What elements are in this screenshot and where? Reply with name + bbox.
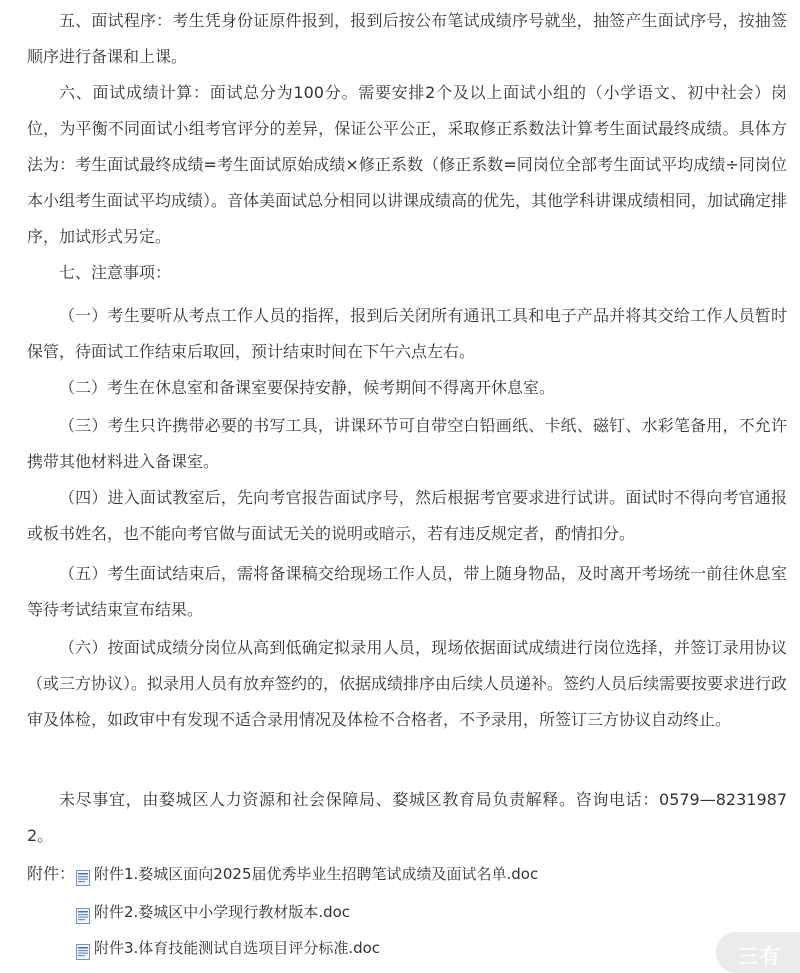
word-doc-icon xyxy=(76,869,90,885)
paragraph-note-5: （五）考生面试结束后，需将备课稿交给现场工作人员，带上随身物品，及时离开考场统一前往休息室等待考试结束宣布结果。 xyxy=(27,564,787,619)
paragraph-note-6: （六）按面试成绩分岗位从高到低确定拟录用人员，现场依据面试成绩进行岗位选择，并签订录用协议（或三方协议）。拟录用人员有放弃签约的，依据成绩排序由后续人员递补。签约人员后续需要按要求进行政审及体检，如政审中有发现不适合录用情况及体检不合格者，不予录用，所签订三方协议自动终止。 xyxy=(27,638,788,729)
watermark-text: 三有 xyxy=(738,944,782,968)
paragraph-note-4: （四）进入面试教室后，先向考官报告面试序号，然后根据考官要求进行试讲。面试时不得向考官通报或板书姓名，也不能向考官做与面试无关的说明或暗示，若有违反规定者，酌情扣分。 xyxy=(27,488,787,543)
attachment-link-1[interactable] xyxy=(76,862,538,886)
attachments-label: 附件： xyxy=(27,864,76,883)
paragraph-note-1: （一）考生要听从考点工作人员的指挥，报到后关闭所有通讯工具和电子产品并将其交给工作人员暂时保管，待面试工作结束后取回，预计结束时间在下午六点左右。 xyxy=(27,306,787,361)
paragraph-interview-procedure: 五、面试程序：考生凭身份证原件报到，报到后按公布笔试成绩序号就坐，抽签产生面试序号，按抽签顺序进行备课和上课。 xyxy=(27,11,787,66)
paragraph-notes-heading: 七、注意事项： xyxy=(59,263,172,282)
word-doc-icon xyxy=(76,907,90,923)
paragraph-note-2: （二）考生在休息室和备课室要保持安静，候考期间不得离开休息室。 xyxy=(59,378,556,397)
attachment-label-2: 附件2.婺城区中小学现行教材版本.doc xyxy=(94,903,351,921)
watermark-badge xyxy=(716,932,800,973)
paragraph-contact: 未尽事宜，由婺城区人力资源和社会保障局、婺城区教育局负责解释。咨询电话：0579—82319872。 xyxy=(27,790,787,845)
paragraph-note-3: （三）考生只许携带必要的书写工具，讲课环节可自带空白铅画纸、卡纸、磁钉、水彩笔备用，不允许携带其他材料进入备课室。 xyxy=(27,416,787,471)
attachment-link-2[interactable] xyxy=(76,900,350,924)
attachment-link-3[interactable] xyxy=(76,936,380,960)
attachment-label-3: 附件3.体育技能测试自选项目评分标准.doc xyxy=(94,939,381,957)
word-doc-icon xyxy=(76,943,90,959)
paragraph-score-calculation: 六、面试成绩计算：面试总分为100分。需要安排2个及以上面试小组的（小学语文、初中社会）岗位，为平衡不同面试小组考官评分的差异，保证公平公正，采取修正系数法计算考生面试最终成绩。具体方法为：考生面试最终成绩=考生面试原始成绩×修正系数（修正系数=同岗位全部考生面试平均成绩÷同岗位本小组考生面试平均成绩）。音体美面试总分相同以讲课成绩高的优先，其他学科讲课成绩相同，加试确定排序，加试形式另定。 xyxy=(27,83,788,246)
attachment-label-1: 附件1.婺城区面向2025届优秀毕业生招聘笔试成绩及面试名单.doc xyxy=(94,865,539,883)
